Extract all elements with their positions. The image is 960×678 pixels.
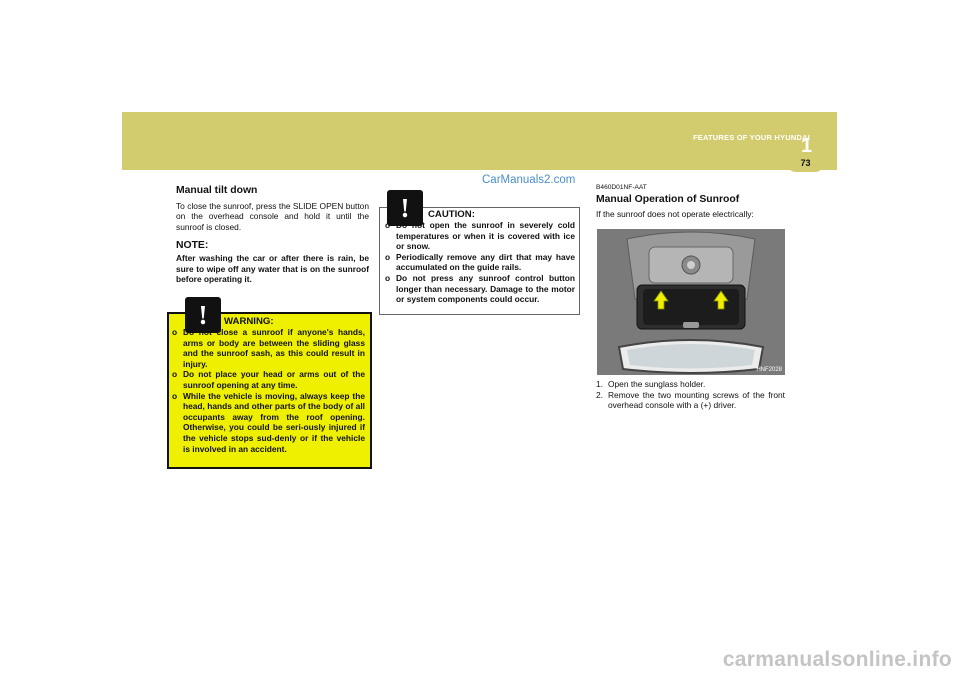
chapter-number: 1 [801, 135, 813, 157]
bullet-marker: o [385, 272, 391, 283]
note-body: After washing the car or after there is rain, be sure to wipe off any water that is on the sunroof before operating it. [176, 252, 369, 285]
steps-list [596, 379, 785, 411]
list-item: o Periodically remove any dirt that may have accumulated on the guide rails. [385, 251, 575, 273]
warning-icon: ! [185, 297, 221, 333]
warning-list [172, 327, 365, 454]
intro-text: If the sunroof does not operate electrically: [596, 209, 754, 220]
body-text: To close the sunroof, press the SLIDE OPEN button on the overhead console and hold it until the sunroof is closed. [176, 200, 369, 232]
list-item: 2. Remove the two mounting screws of the front overhead console with a (+) driver. [596, 389, 785, 411]
list-item: o Do not press any sunroof control button longer than necessary. Damage to the motor or system components could occur. [385, 272, 575, 305]
watermark-bottom: carmanualsonline.info [722, 648, 952, 671]
caution-icon: ! [387, 190, 423, 226]
list-item: o Do not open the sunroof in severely cold temperatures or when it is covered with ice or snow. [385, 220, 575, 252]
caution-title: CAUTION: [428, 209, 475, 220]
list-item: o Do not place your head or arms out of the sunroof opening at any time. [172, 369, 365, 390]
bullet-marker: o [172, 390, 178, 401]
arrow-icons [597, 229, 785, 375]
right-column [596, 183, 785, 220]
chapter-title: FEATURES OF YOUR HYUNDAI [692, 133, 810, 142]
watermark-link[interactable]: CarManuals2.com [482, 174, 576, 186]
section-title-manual-operation: Manual Operation of Sunroof [596, 193, 740, 205]
list-item: o Do not close a sunroof if anyone's hands, arms or body are between the sliding glass and the sunroof sash, as this could result in injury. [172, 327, 365, 369]
bullet-marker: o [172, 327, 178, 337]
note-title: NOTE: [176, 240, 209, 252]
overhead-console-photo [597, 229, 785, 375]
list-item: o While the vehicle is moving, always keep the head, hands and other parts of the body of all occupants away from the roof opening. Otherwise, you could be seri-ously injured if the vehicle stops sud-denly or if the vehicle is involved in an accident. [172, 390, 365, 454]
figure-code: HNF2028 [756, 367, 782, 373]
section-code: B460D01NF-AAT [596, 184, 647, 191]
page-number: 73 [800, 158, 811, 168]
arrow-up-icon [714, 291, 728, 309]
list-item: 1. Open the sunglass holder. [596, 379, 706, 389]
left-column [176, 186, 369, 285]
warning-title: WARNING: [224, 316, 274, 327]
arrow-up-icon [654, 291, 668, 309]
bullet-marker: o [172, 369, 178, 380]
section-title-manual-tilt: Manual tilt down [176, 185, 258, 196]
bullet-marker: o [385, 220, 391, 230]
caution-list [385, 220, 575, 305]
bullet-marker: o [385, 251, 391, 262]
